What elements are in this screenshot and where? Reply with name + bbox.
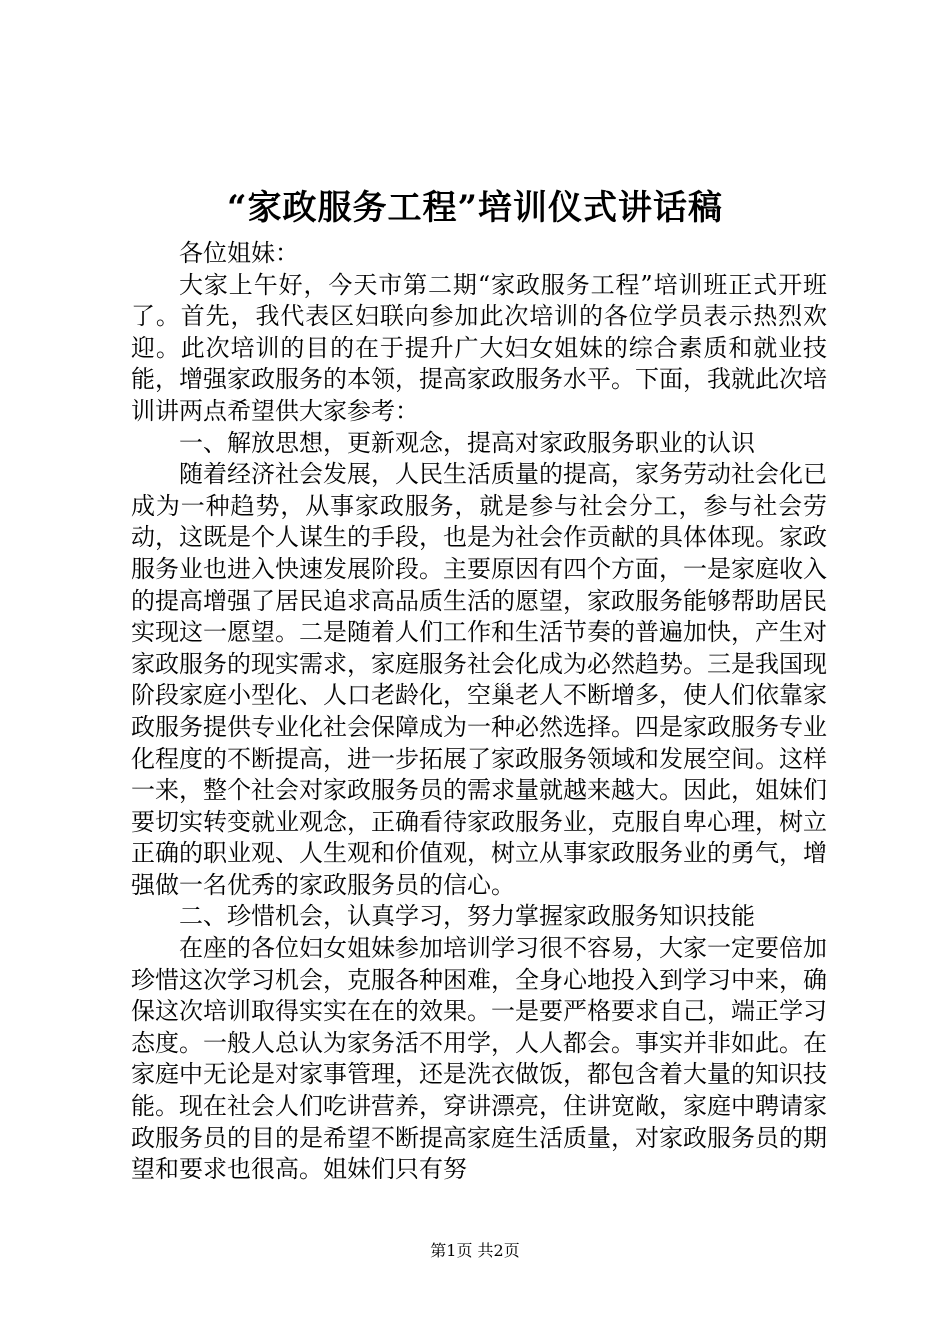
document-title: “家政服务工程”培训仪式讲话稿 xyxy=(226,188,724,228)
salutation: 各位姐妹： xyxy=(179,239,299,267)
paragraph-section-1: 随着经济社会发展，人民生活质量的提高，家务劳动社会化已成为一种趋势，从事家政服务，就是参与社会分工，参与社会劳动，这既是个人谋生的手段，也是为社会作贡献的具体体现。家政服务业也进入快速发展阶段。主要原因有四个方面，一是家庭收入的提高增强了居民追求高品质生活的愿望，家政服务能够帮助居民实现这一愿望。二是随着人们工作和生活节奏的普遍加快，产生对家政服务的现实需求，家庭服务社会化成为必然趋势。三是我国现阶段家庭小型化、人口老龄化，空巢老人不断增多，使人们依靠家政服务提供专业化社会保障成为一种必然选择。四是家政服务专业化程度的不断提高，进一步拓展了家政服务领域和发展空间。这样一来，整个社会对家政服务员的需求量就越来越大。因此，姐妹们要切实转变就业观念，正确看待家政服务业，克服自卑心理，树立正确的职业观、人生观和价值观，树立从事家政服务业的勇气，增强做一名优秀的家政服务员的信心。 xyxy=(131,460,827,899)
page-number-footer: 第1页 共2页 xyxy=(430,1241,520,1260)
section-heading-2: 二、珍惜机会，认真学习，努力掌握家政服务知识技能 xyxy=(179,902,755,931)
paragraph-section-2: 在座的各位妇女姐妹参加培训学习很不容易，大家一定要倍加珍惜这次学习机会，克服各种困难，全身心地投入到学习中来，确保这次培训取得实实在在的效果。一是要严格要求自己，端正学习态度。一般人总认为家务活不用学，人人都会。事实并非如此。在家庭中无论是对家事管理，还是洗衣做饭，都包含着大量的知识技能。现在社会人们吃讲营养，穿讲漂亮，住讲宽敞，家庭中聘请家政服务员的目的是希望不断提高家庭生活质量，对家政服务员的期望和要求也很高。姐妹们只有努 xyxy=(131,934,827,1184)
paragraph-intro: 大家上午好，今天市第二期“家政服务工程”培训班正式开班了。首先，我代表区妇联向参加此次培训的各位学员表示热烈欢迎。此次培训的目的在于提升广大妇女姐妹的综合素质和就业技能，增强家政服务的本领，提高家政服务水平。下面，我就此次培训讲两点希望供大家参考： xyxy=(131,270,827,425)
section-heading-1: 一、解放思想，更新观念，提高对家政服务职业的认识 xyxy=(179,428,755,457)
document-body xyxy=(131,238,827,1186)
